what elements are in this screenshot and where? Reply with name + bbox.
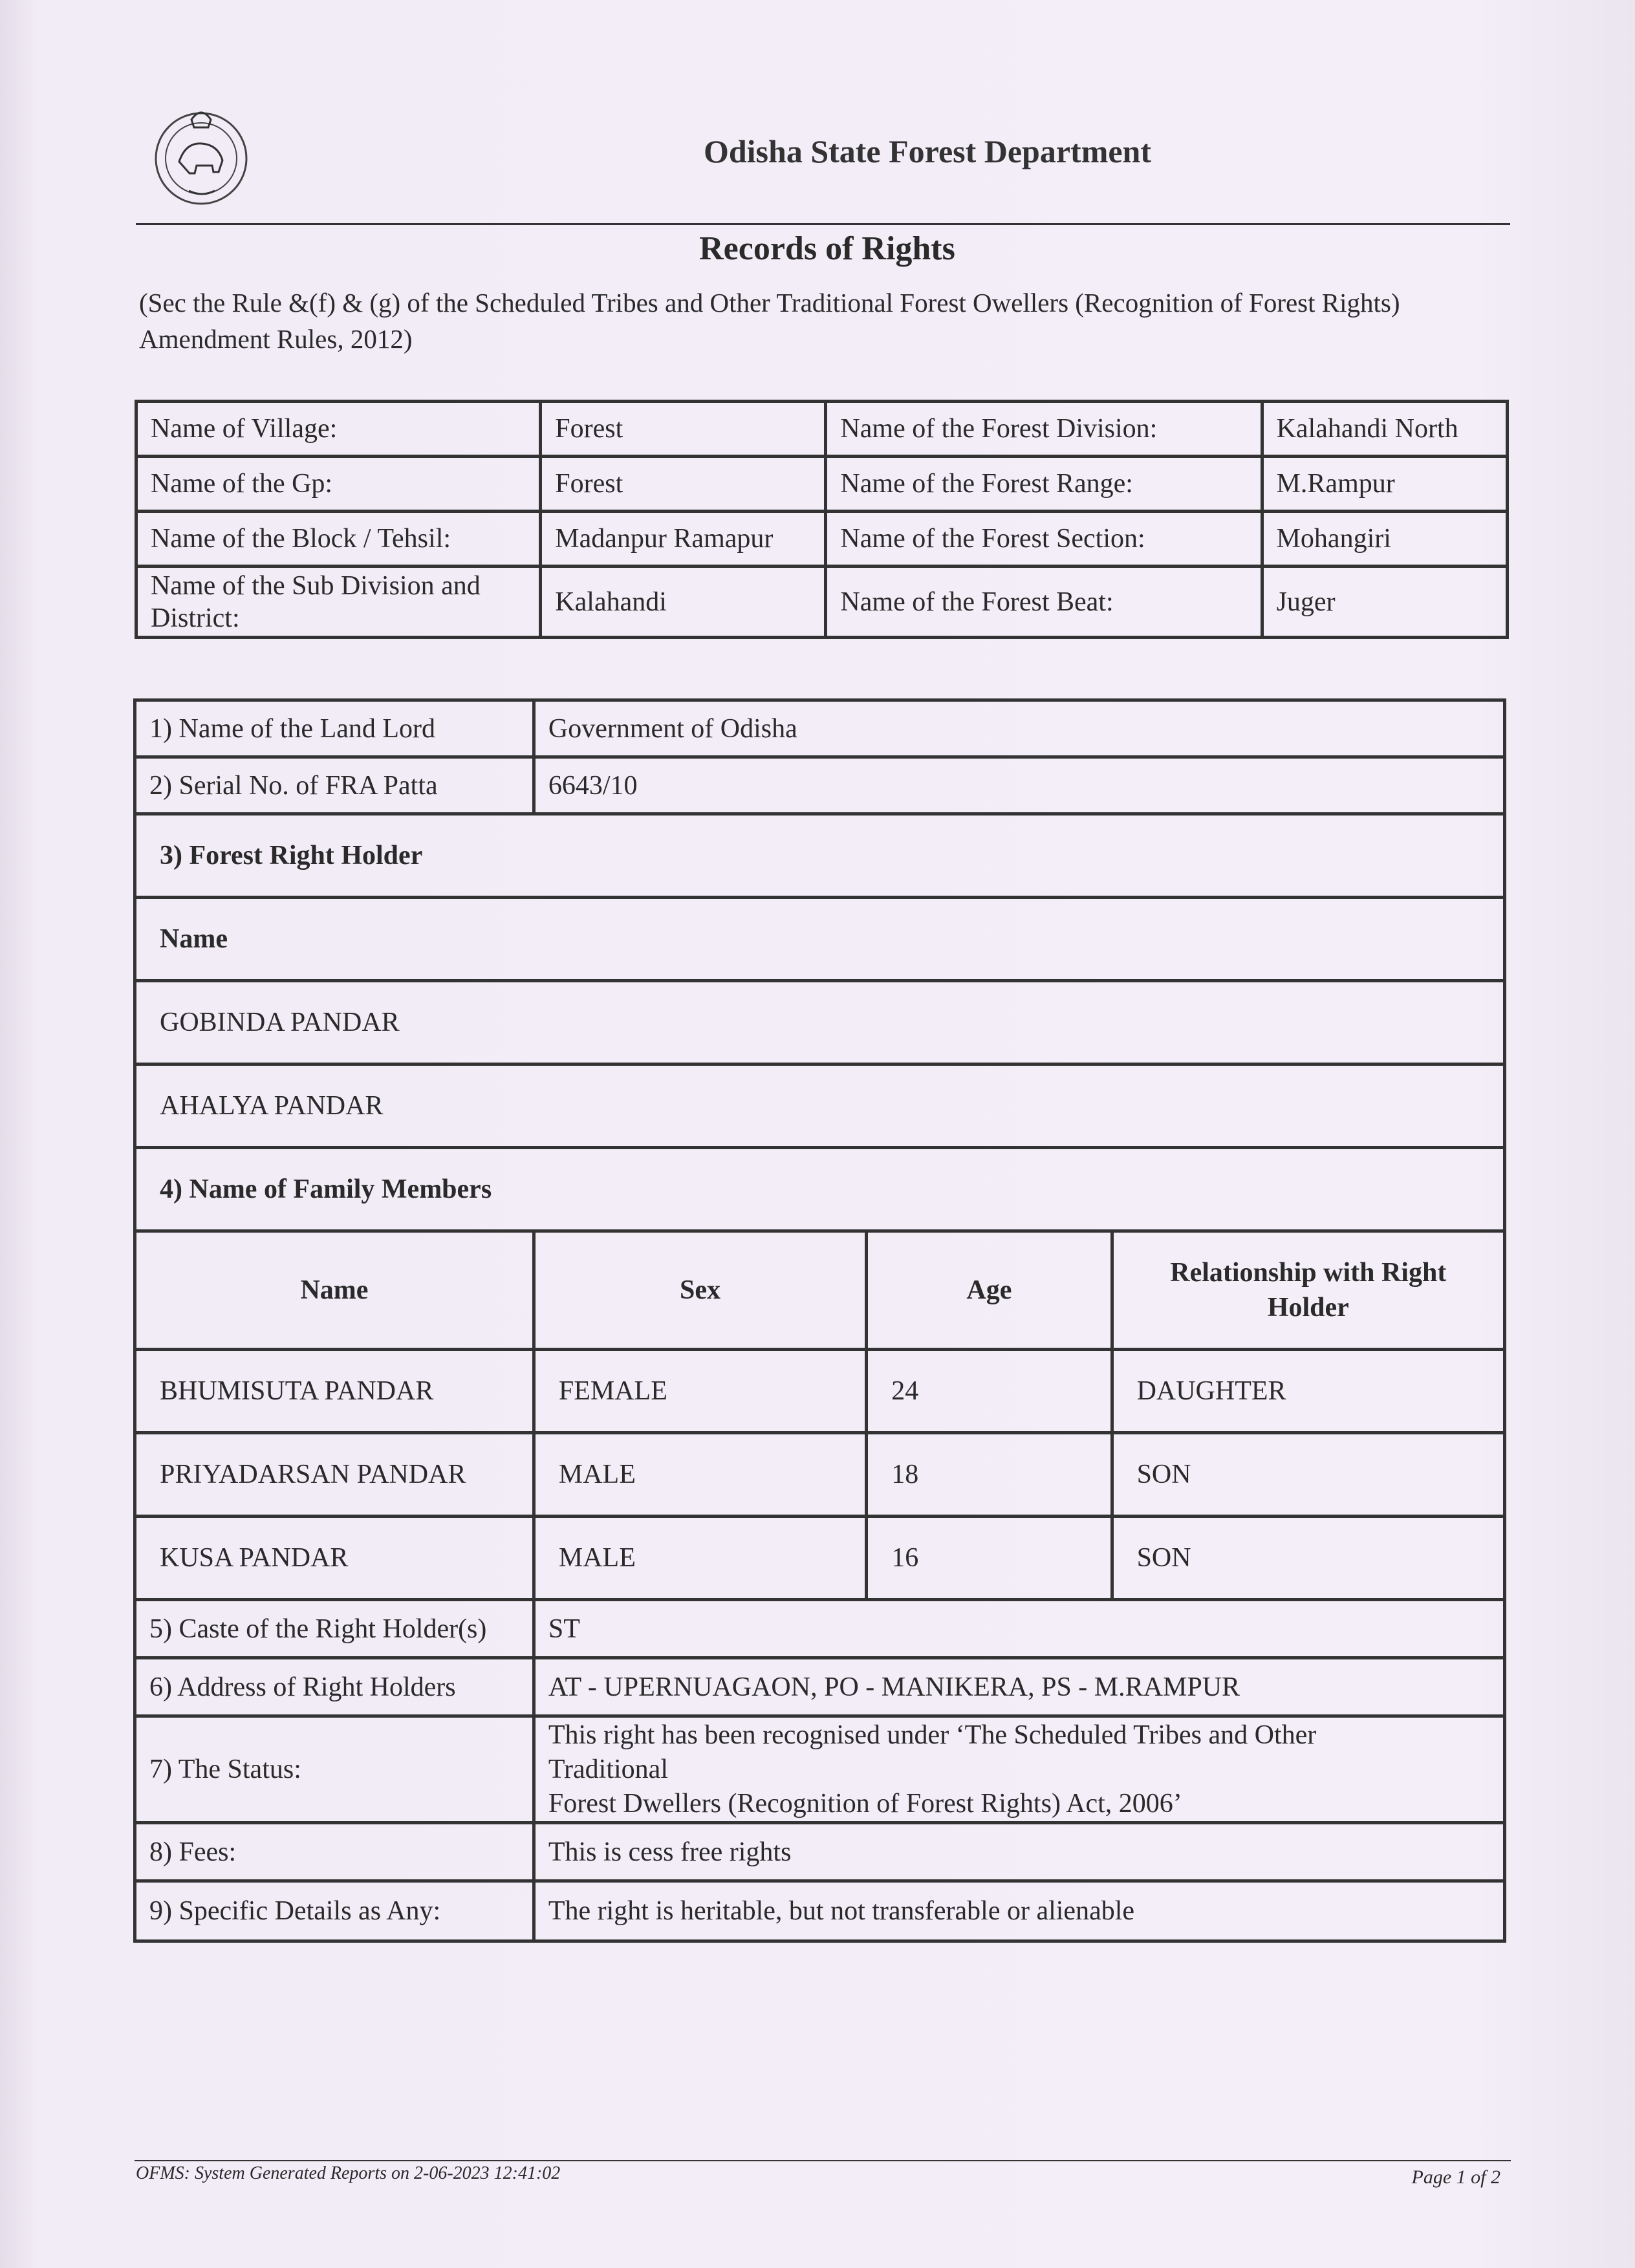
family-header-row xyxy=(135,1231,1505,1350)
member-sex: MALE xyxy=(534,1433,866,1517)
table-row xyxy=(136,457,1508,512)
footer-generated-info: OFMS: System Generated Reports on 2-06-2023 12:41:02 xyxy=(136,2163,561,2183)
table-row xyxy=(136,567,1508,638)
holder-name: GOBINDA PANDAR xyxy=(135,981,1505,1064)
status-line: Forest Dwellers (Recognition of Forest Rights) Act, 2006’ xyxy=(548,1788,1182,1819)
family-heading: 4) Name of Family Members xyxy=(135,1148,1505,1231)
forest-range-label: Name of the Forest Range: xyxy=(826,457,1262,512)
details-label: 9) Specific Details as Any: xyxy=(135,1881,534,1941)
document-title: Records of Rights xyxy=(699,230,955,267)
record-table xyxy=(133,698,1506,1943)
table-row xyxy=(135,1517,1505,1600)
address-value: AT - UPERNUAGAON, PO - MANIKERA, PS - M.RAMPUR xyxy=(534,1658,1504,1716)
gp-value: Forest xyxy=(541,457,826,512)
table-row xyxy=(135,898,1505,981)
name-heading: Name xyxy=(135,898,1505,981)
table-row xyxy=(136,512,1508,567)
village-label: Name of Village: xyxy=(136,402,541,457)
table-row xyxy=(135,1881,1505,1941)
status-line: This right has been recognised under ‘The Scheduled Tribes and Other Traditional xyxy=(548,1720,1317,1784)
table-row xyxy=(135,1716,1505,1823)
forest-division-value: Kalahandi North xyxy=(1262,402,1507,457)
footer-divider xyxy=(135,2160,1511,2161)
forest-range-value: M.Rampur xyxy=(1262,457,1507,512)
member-age: 16 xyxy=(867,1517,1112,1600)
land-lord-label: 1) Name of the Land Lord xyxy=(135,700,534,757)
member-age: 24 xyxy=(867,1350,1112,1433)
table-row xyxy=(135,1600,1505,1658)
forest-beat-value: Juger xyxy=(1262,567,1507,638)
land-lord-value: Government of Odisha xyxy=(534,700,1504,757)
member-relationship: SON xyxy=(1112,1433,1504,1517)
right-holder-heading: 3) Forest Right Holder xyxy=(135,814,1505,898)
forest-section-label: Name of the Forest Section: xyxy=(826,512,1262,567)
member-name: BHUMISUTA PANDAR xyxy=(135,1350,534,1433)
column-header-name: Name xyxy=(135,1231,534,1350)
table-row xyxy=(135,1148,1505,1231)
table-row xyxy=(135,1823,1505,1881)
department-name: Odisha State Forest Department xyxy=(703,133,1152,169)
member-name: PRIYADARSAN PANDAR xyxy=(135,1433,534,1517)
column-header-relationship: Relationship with Right Holder xyxy=(1112,1231,1504,1350)
serial-label: 2) Serial No. of FRA Patta xyxy=(135,757,534,814)
table-row xyxy=(135,757,1505,814)
location-table xyxy=(135,400,1509,639)
fees-label: 8) Fees: xyxy=(135,1823,534,1881)
fees-value: This is cess free rights xyxy=(534,1823,1504,1881)
table-row xyxy=(135,981,1505,1064)
block-label: Name of the Block / Tehsil: xyxy=(136,512,541,567)
forest-beat-label: Name of the Forest Beat: xyxy=(826,567,1262,638)
member-age: 18 xyxy=(867,1433,1112,1517)
table-row xyxy=(135,1658,1505,1716)
table-row xyxy=(135,814,1505,898)
village-value: Forest xyxy=(541,402,826,457)
caste-label: 5) Caste of the Right Holder(s) xyxy=(135,1600,534,1658)
serial-value: 6643/10 xyxy=(534,757,1504,814)
status-label: 7) The Status: xyxy=(135,1716,534,1823)
member-sex: FEMALE xyxy=(534,1350,866,1433)
column-header-age: Age xyxy=(867,1231,1112,1350)
holder-name: AHALYA PANDAR xyxy=(135,1064,1505,1148)
forest-division-label: Name of the Forest Division: xyxy=(826,402,1262,457)
status-value xyxy=(534,1716,1504,1823)
document-subtitle: (Sec the Rule &(f) & (g) of the Scheduled Tribes and Other Traditional Forest Owellers (Recognition of Forest Rights) Amendment Rules, 2012) xyxy=(139,288,1400,354)
table-row xyxy=(136,402,1508,457)
block-value: Madanpur Ramapur xyxy=(541,512,826,567)
gp-label: Name of the Gp: xyxy=(136,457,541,512)
table-row xyxy=(135,1350,1505,1433)
table-row xyxy=(135,1064,1505,1148)
caste-value: ST xyxy=(534,1600,1504,1658)
member-sex: MALE xyxy=(534,1517,866,1600)
sub-division-label: Name of the Sub Division and District: xyxy=(136,567,541,638)
page-number: Page 1 of 2 xyxy=(1411,2166,1500,2188)
member-name: KUSA PANDAR xyxy=(135,1517,534,1600)
member-relationship: DAUGHTER xyxy=(1112,1350,1504,1433)
table-row xyxy=(135,1433,1505,1517)
column-header-sex: Sex xyxy=(534,1231,866,1350)
table-row xyxy=(135,700,1505,757)
member-relationship: SON xyxy=(1112,1517,1504,1600)
details-value: The right is heritable, but not transferable or alienable xyxy=(534,1881,1504,1941)
header-divider xyxy=(136,223,1510,225)
sub-division-value: Kalahandi xyxy=(541,567,826,638)
forest-section-value: Mohangiri xyxy=(1262,512,1507,567)
address-label: 6) Address of Right Holders xyxy=(135,1658,534,1716)
